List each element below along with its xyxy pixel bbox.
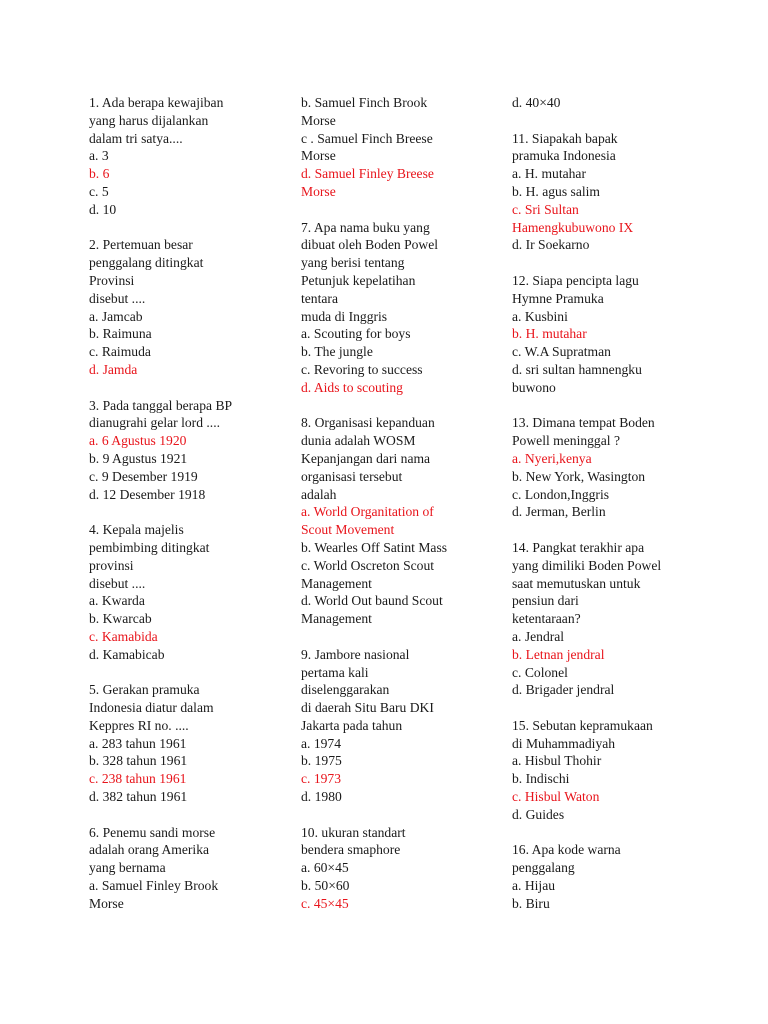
text-line: b. Wearles Off Satint Mass: [301, 539, 448, 555]
text-line: dalam tri satya....: [89, 130, 183, 146]
text-line: 5. Gerakan pramuka: [89, 682, 200, 698]
text-line: c. 5: [89, 183, 109, 199]
text-line: 16. Apa kode warna: [512, 842, 621, 858]
text-line: b. H. agus salim: [512, 183, 600, 199]
line-spacer: [512, 254, 712, 272]
text-line: 10. ukuran standart: [301, 824, 406, 840]
text-line: c. Revoring to success: [301, 361, 423, 377]
text-line: c. Raimuda: [89, 344, 151, 360]
text-line: d. 40×40: [512, 95, 561, 110]
text-line: Kepanjangan dari nama: [301, 450, 431, 466]
line-spacer: [512, 824, 712, 842]
text-line: yang harus dijalankan: [89, 112, 209, 128]
text-line: dunia adalah WOSM: [301, 433, 416, 449]
text-line: d. Kamabicab: [89, 646, 165, 662]
text-line: b. 9 Agustus 1921: [89, 450, 188, 466]
text-line: Hymne Pramuka: [512, 290, 604, 306]
text-line: 2. Pertemuan besar: [89, 237, 193, 253]
answer-line: b. 6: [89, 166, 110, 182]
text-line: a. Scouting for boys: [301, 326, 411, 342]
text-line: adalah orang Amerika: [89, 842, 210, 858]
text-line: a. Hisbul Thohir: [512, 753, 602, 769]
text-line: c. Colonel: [512, 664, 568, 680]
text-line: Indonesia diatur dalam: [89, 700, 214, 716]
text-line: c . Samuel Finch Breese: [301, 130, 433, 146]
text-line: c. World Oscreton Scout: [301, 557, 435, 573]
text-line: a. Jendral: [512, 628, 565, 644]
text-line: Management: [301, 611, 372, 627]
text-line: Provinsi: [89, 272, 135, 288]
text-line: a. Samuel Finley Brook: [89, 878, 219, 894]
text-line: 9. Jambore nasional: [301, 646, 410, 662]
answer-line: Scout Movement: [301, 522, 395, 538]
text-line: a. 283 tahun 1961: [89, 735, 187, 751]
text-line: b. Biru: [512, 895, 550, 911]
text-line: a. Kusbini: [512, 308, 568, 324]
text-line: 14. Pangkat terakhir apa: [512, 539, 645, 555]
text-line: di daerah Situ Baru DKI: [301, 700, 434, 716]
answer-line: c. Sri Sultan: [512, 201, 579, 217]
line-spacer: [301, 397, 496, 415]
text-line: penggalang: [512, 860, 575, 876]
text-line: Keppres RI no. ....: [89, 717, 189, 733]
text-line: a. 60×45: [301, 860, 349, 876]
text-line: b. Raimuna: [89, 326, 152, 342]
text-line: c. 9 Desember 1919: [89, 468, 198, 484]
column-middle: [301, 94, 496, 913]
answer-line: c. Kamabida: [89, 628, 158, 644]
text-line: a. H. mutahar: [512, 166, 586, 182]
text-line: Management: [301, 575, 372, 591]
line-spacer: [512, 112, 712, 130]
answer-line: Morse: [301, 183, 336, 199]
answer-line: d. Samuel Finley Breese: [301, 166, 434, 182]
answer-line: d. Jamda: [89, 361, 138, 377]
text-line: Morse: [301, 148, 336, 164]
line-spacer: [301, 628, 496, 646]
text-line: Morse: [301, 112, 336, 128]
text-line: pembimbing ditingkat: [89, 539, 210, 555]
text-line: pramuka Indonesia: [512, 148, 616, 164]
text-line: b. Samuel Finch Brook: [301, 95, 428, 110]
text-line: tentara: [301, 290, 338, 306]
text-line: d. Brigader jendral: [512, 682, 615, 698]
answer-line: b. Letnan jendral: [512, 646, 605, 662]
text-line: disebut ....: [89, 290, 146, 306]
text-line: 12. Siapa pencipta lagu: [512, 272, 639, 288]
text-line: a. 1974: [301, 735, 342, 751]
line-spacer: [89, 219, 279, 237]
text-line: d. Jerman, Berlin: [512, 504, 606, 520]
text-line: penggalang ditingkat: [89, 255, 204, 271]
text-line: a. Hijau: [512, 878, 556, 894]
text-line: b. Indischi: [512, 771, 570, 787]
text-line: a. Jamcab: [89, 308, 143, 324]
text-line: bendera smaphore: [301, 842, 401, 858]
text-line: b. New York, Wasington: [512, 468, 646, 484]
text-line: 3. Pada tanggal berapa BP: [89, 397, 233, 413]
text-line: 1. Ada berapa kewajiban: [89, 95, 224, 110]
text-line: d. 382 tahun 1961: [89, 789, 188, 805]
line-spacer: [512, 521, 712, 539]
text-line: d. 10: [89, 201, 117, 217]
text-line: d. World Out baund Scout: [301, 593, 443, 609]
text-line: 4. Kepala majelis: [89, 522, 184, 538]
answer-line: Hamengkubuwono IX: [512, 219, 634, 235]
text-line: 13. Dimana tempat Boden: [512, 415, 655, 431]
text-line: c. London,Inggris: [512, 486, 610, 502]
text-line: pensiun dari: [512, 593, 579, 609]
text-line: b. 328 tahun 1961: [89, 753, 188, 769]
text-line: yang dimiliki Boden Powel: [512, 557, 662, 573]
text-line: a. 3: [89, 148, 109, 164]
answer-line: a. Nyeri,kenya: [512, 450, 592, 466]
answer-line: d. Aids to scouting: [301, 379, 403, 395]
answer-line: c. 1973: [301, 771, 342, 787]
text-line: ketentaraan?: [512, 611, 581, 627]
text-line: buwono: [512, 379, 556, 395]
text-line: b. Kwarcab: [89, 611, 152, 627]
text-line: d. Ir Soekarno: [512, 237, 590, 253]
text-line: a. Kwarda: [89, 593, 145, 609]
line-spacer: [89, 379, 279, 397]
text-line: yang berisi tentang: [301, 255, 405, 271]
answer-line: c. Hisbul Waton: [512, 789, 600, 805]
text-line: muda di Inggris: [301, 308, 388, 324]
text-line: b. 50×60: [301, 878, 350, 894]
answer-line: a. 6 Agustus 1920: [89, 433, 187, 449]
text-line: disebut ....: [89, 575, 146, 591]
line-spacer: [89, 664, 279, 682]
answer-line: c. 45×45: [301, 895, 349, 911]
text-line: Jakarta pada tahun: [301, 717, 403, 733]
text-line: Petunjuk kepelatihan: [301, 272, 416, 288]
column-left: [89, 94, 279, 913]
text-line: adalah: [301, 486, 337, 502]
text-line: 11. Siapakah bapak: [512, 130, 618, 146]
text-line: di Muhammadiyah: [512, 735, 616, 751]
text-line: pertama kali: [301, 664, 369, 680]
text-line: Powell meninggal ?: [512, 433, 620, 449]
line-spacer: [512, 397, 712, 415]
answer-line: a. World Organitation of: [301, 504, 434, 520]
line-spacer: [512, 699, 712, 717]
answer-line: b. H. mutahar: [512, 326, 587, 342]
text-line: yang bernama: [89, 860, 166, 876]
text-line: d. 12 Desember 1918: [89, 486, 206, 502]
text-line: Morse: [89, 895, 124, 911]
text-line: b. The jungle: [301, 344, 373, 360]
column-right: [512, 94, 712, 913]
text-line: c. W.A Supratman: [512, 344, 611, 360]
text-line: d. sri sultan hamnengku: [512, 361, 642, 377]
text-line: organisasi tersebut: [301, 468, 403, 484]
text-line: d. Guides: [512, 806, 565, 822]
text-line: provinsi: [89, 557, 134, 573]
line-spacer: [301, 201, 496, 219]
text-line: b. 1975: [301, 753, 342, 769]
line-spacer: [301, 806, 496, 824]
answer-line: c. 238 tahun 1961: [89, 771, 187, 787]
text-line: 8. Organisasi kepanduan: [301, 415, 435, 431]
line-spacer: [89, 503, 279, 521]
text-line: saat memutuskan untuk: [512, 575, 641, 591]
text-line: diselenggarakan: [301, 682, 390, 698]
text-line: dianugrahi gelar lord ....: [89, 415, 220, 431]
text-line: 7. Apa nama buku yang: [301, 219, 430, 235]
text-line: 6. Penemu sandi morse: [89, 824, 216, 840]
text-line: d. 1980: [301, 789, 342, 805]
text-line: 15. Sebutan kepramukaan: [512, 717, 653, 733]
text-line: dibuat oleh Boden Powel: [301, 237, 439, 253]
line-spacer: [89, 806, 279, 824]
